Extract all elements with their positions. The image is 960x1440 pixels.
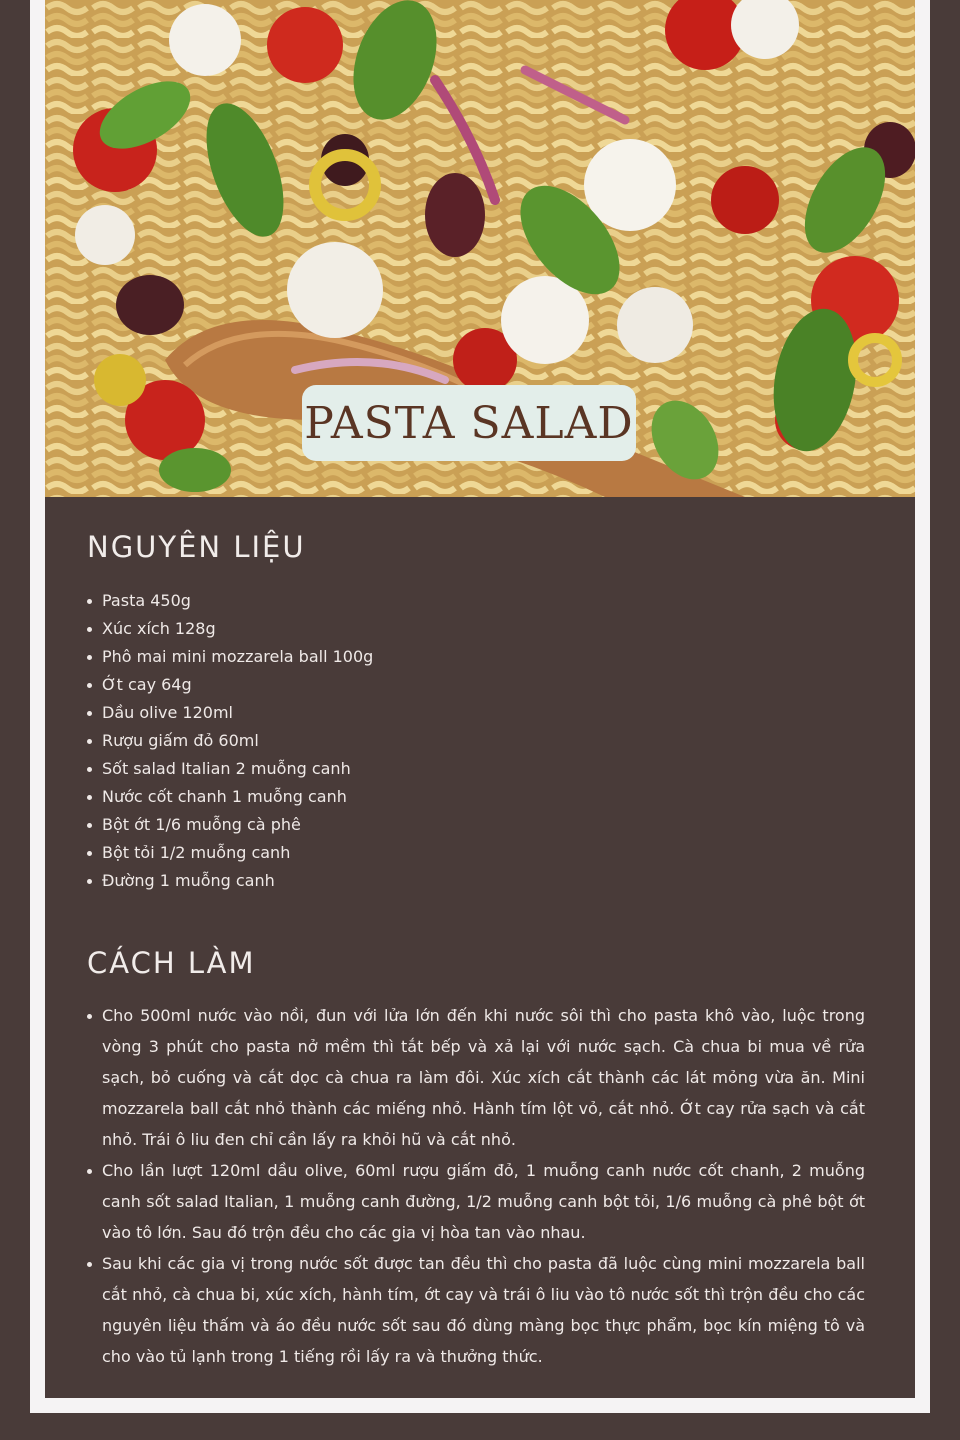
ingredient-item: Rượu giấm đỏ 60ml [87, 727, 787, 755]
ingredients-list [87, 587, 787, 895]
hero-image [45, 0, 915, 497]
ingredient-item: Đường 1 muỗng canh [87, 867, 787, 895]
method-step: Sau khi các gia vị trong nước sốt được tan đều thì cho pasta đã luộc cùng mini mozzarela ball cắt nhỏ, cà chua bi, xúc xích, hành tím, ớt cay và trái ô liu vào tô nước sốt thì trộn đều cho các nguyên liệu thấm và áo đều nước sốt sau đó dùng màng bọc thực phẩm, bọc kín miệng tô và cho vào tủ lạnh trong 1 tiếng rồi lấy ra và thưởng thức. [87, 1248, 865, 1372]
method-step: Cho lần lượt 120ml dầu olive, 60ml rượu giấm đỏ, 1 muỗng canh nước cốt chanh, 2 muỗng canh sốt salad Italian, 1 muỗng canh đường, 1/2 muỗng canh bột tỏi, 1/6 muỗng cà phê bột ớt vào tô lớn. Sau đó trộn đều cho các gia vị hòa tan vào nhau. [87, 1155, 865, 1248]
recipe-card [45, 0, 915, 1398]
ingredients-heading: NGUYÊN LIỆU [87, 530, 306, 564]
ingredient-item: Xúc xích 128g [87, 615, 787, 643]
ingredient-item: Dầu olive 120ml [87, 699, 787, 727]
ingredient-item: Ớt cay 64g [87, 671, 787, 699]
title-badge [302, 385, 636, 461]
ingredient-item: Bột tỏi 1/2 muỗng canh [87, 839, 787, 867]
ingredient-item: Nước cốt chanh 1 muỗng canh [87, 783, 787, 811]
method-heading: CÁCH LÀM [87, 946, 256, 980]
ingredient-item: Bột ớt 1/6 muỗng cà phê [87, 811, 787, 839]
recipe-title: PASTA SALAD [304, 397, 634, 449]
method-steps-list [87, 1000, 865, 1372]
ingredient-item: Phô mai mini mozzarela ball 100g [87, 643, 787, 671]
ingredient-item: Sốt salad Italian 2 muỗng canh [87, 755, 787, 783]
ingredient-item: Pasta 450g [87, 587, 787, 615]
method-step: Cho 500ml nước vào nồi, đun với lửa lớn đến khi nước sôi thì cho pasta khô vào, luộc trong vòng 3 phút cho pasta nở mềm thì tắt bếp và xả lại với nước sạch. Cà chua bi mua về rửa sạch, bỏ cuống và cắt dọc cà chua ra làm đôi. Xúc xích cắt thành các lát mỏng vừa ăn. Mini mozzarela ball cắt nhỏ thành các miếng nhỏ. Hành tím lột vỏ, cắt nhỏ. Ớt cay rửa sạch và cắt nhỏ. Trái ô liu đen chỉ cần lấy ra khỏi hũ và cắt nhỏ. [87, 1000, 865, 1155]
